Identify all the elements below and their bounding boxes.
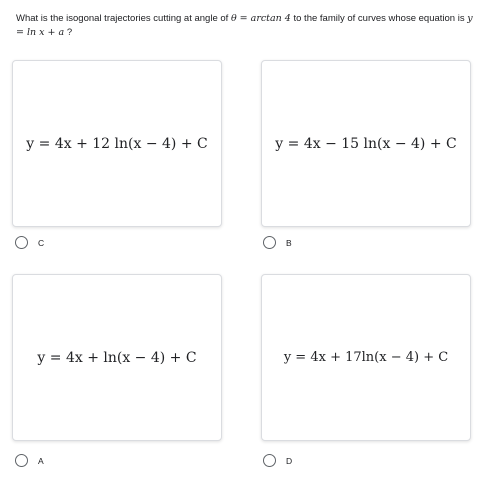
option-c-choice[interactable] <box>15 236 44 249</box>
question-text-after: ? <box>66 27 73 38</box>
option-b-radio[interactable] <box>263 236 276 249</box>
option-c-equation: y = 4x + 12 ln(x − 4) + C <box>26 135 208 152</box>
question-text-before: What is the isogonal trajectories cutting at angle of <box>16 13 229 24</box>
option-a-choice[interactable] <box>15 454 44 467</box>
question-text-middle: to the family of curves whose equation is <box>293 13 465 24</box>
option-c-card[interactable] <box>12 60 222 227</box>
option-d-equation: y = 4x + 17ln(x − 4) + C <box>283 350 449 365</box>
option-b-card[interactable] <box>261 60 471 227</box>
option-a-card[interactable] <box>12 274 222 441</box>
option-a-label: A <box>38 455 44 466</box>
question-curve-expression: y = ln x + a <box>16 13 473 38</box>
option-c-radio[interactable] <box>15 236 28 249</box>
option-b-equation: y = 4x − 15 ln(x − 4) + C <box>275 135 457 152</box>
option-b-choice[interactable] <box>263 236 292 249</box>
option-d-card[interactable] <box>261 274 471 441</box>
option-a-equation: y = 4x + ln(x − 4) + C <box>37 349 197 366</box>
option-d-choice[interactable] <box>263 454 292 467</box>
option-d-radio[interactable] <box>263 454 276 467</box>
question-angle-expression: θ = arctan 4 <box>230 13 291 24</box>
option-d-label: D <box>286 455 293 466</box>
question-text <box>16 12 481 40</box>
option-c-label: C <box>38 237 45 248</box>
option-b-label: B <box>286 237 292 248</box>
option-a-radio[interactable] <box>15 454 28 467</box>
